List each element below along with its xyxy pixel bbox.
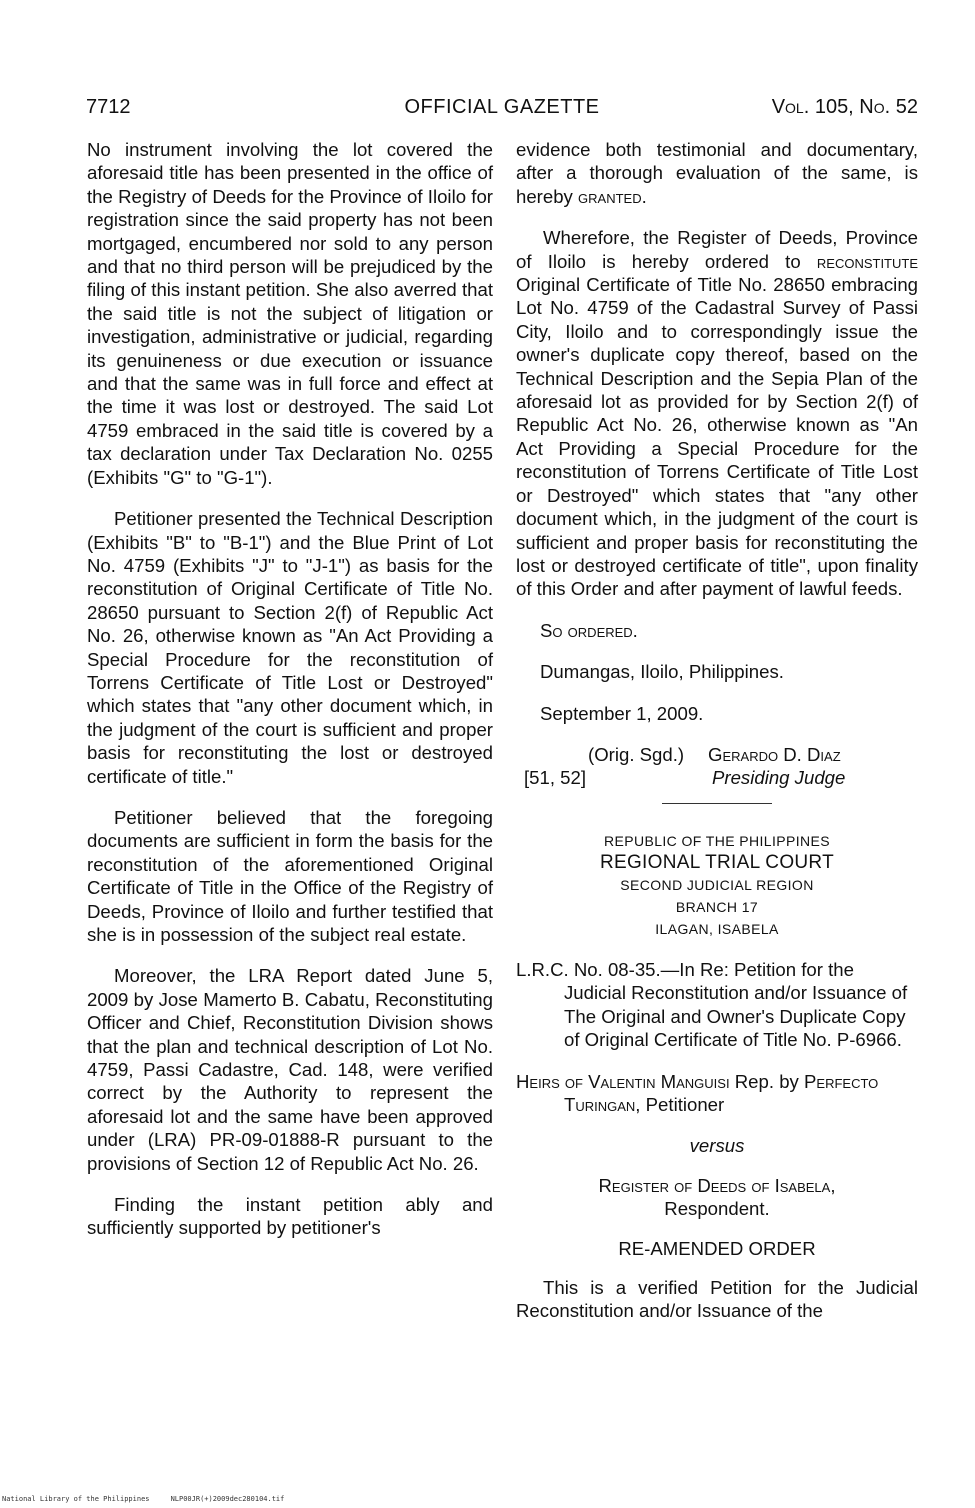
signature-block [516, 743, 918, 789]
order-title: RE-AMENDED ORDER [618, 1237, 816, 1259]
wherefore-paragraph [516, 226, 918, 601]
court-region: SECOND JUDICIAL REGION [620, 876, 814, 893]
court-name: REGIONAL TRIAL COURT [599, 851, 835, 873]
reconstitute-word: reconstitute [816, 250, 919, 272]
left-paragraph-4: Moreover, the LRA Report dated June 5, 2009 by Jose Mamerto B. Cabatu, Reconstituting Officer and Chief, Reconstitution Division shows that the plan and technical description of Lot No. 4759, Passi Cadastre, Cad. 148, were verified correct by the Authority to represent the aforesaid lot and the same have been approved under (LRA) PR-09-01888-R pursuant to the provisions of Section 12 of Republic Act No. 26. [87, 965, 493, 1174]
court-branch: BRANCH 17 [675, 898, 759, 915]
case-caption: L.R.C. No. 08-35.—In Re: Petition for the Judicial Reconstitution and/or Issuance of The Original and Owner's Duplicate Copy of Original Certificate of Title No. P-6966. [516, 958, 908, 1051]
left-paragraph-3: Petitioner believed that the foregoing documents are sufficient in form the basis for the reconstitution of the aforementioned Original Certificate of Title in the Office of the Registry of Deeds, Province of Iloilo and further testified that she is in possession of the subject real estate. [87, 806, 493, 945]
petitioner-label: Petitioner [645, 1093, 725, 1115]
left-paragraph-1: No instrument involving the lot covered the aforesaid title has been presented in the office of the Registry of Deeds for the Province of Iloilo for registration since the said property has not been mortgaged, encumbered nor sold to any person and that no third person will be prejudiced by the filing of this instant petition. She also averred that the said title is not the subject of litigation or investigation, administrative or judicial, regarding its genuineness or due execution or issuance and that the same was in full force and effect at the time it was lost or destroyed. The said Lot 4759 embraced in the said title is covered by a tax declaration under Tax Declaration No. 0255 (Exhibits "G" to "G-1"). [87, 139, 493, 488]
signature-orig: (Orig. Sgd.) [588, 743, 685, 765]
scan-footer: National Library of the Philippines NLP00JR(+)2009dec280104.tif [2, 1495, 285, 1503]
representative-name: Perfecto Turingan, [564, 1070, 879, 1115]
left-column [87, 138, 493, 1258]
place-line: Dumangas, Iloilo, Philippines. [540, 661, 784, 683]
petitioner-parties [516, 1070, 918, 1117]
heirs-name: Heirs of Valentin Manguisi [516, 1070, 730, 1092]
respondent-label: Respondent. [664, 1198, 770, 1220]
order-first-paragraph: This is a verified Petition for the Judicial Reconstitution and/or Issuance of the [516, 1277, 918, 1322]
granted-word: granted. [578, 185, 647, 207]
right-column [516, 138, 918, 1341]
right-paragraph-1-text: evidence both testimonial and documentary, after a thorough evaluation of the same, is hereby [516, 139, 918, 207]
court-republic: REPUBLIC OF THE PHILIPPINES [603, 832, 831, 849]
page-number: 7712 [86, 96, 131, 118]
left-paragraph-2: Petitioner presented the Technical Description (Exhibits "B" to "B-1") and the Blue Print of Lot No. 4759 (Exhibits "J" to "J-1") as basis for the reconstitution of Original Certificate of Title No. 28650 pursuant to Section 2(f) of Republic Act No. 26, otherwise known as "An Act Providing a Special Procedure for the reconstitution of Torrens Certificate of Title Lost or Destroyed" which states that "any other document which, in the judgment of the court is sufficient and proper basis for reconstituting the lost or destroyed certificate of title." [87, 508, 493, 787]
publication-title: OFFICIAL GAZETTE [404, 96, 600, 118]
respondent-name: Register of Deeds of Isabela, [598, 1174, 836, 1196]
wherefore-text-a: Wherefore, the Register of Deeds, Province of Iloilo is hereby ordered to [516, 227, 918, 272]
versus-label: versus [689, 1135, 745, 1157]
right-paragraph-1 [516, 138, 918, 208]
respondent-block [516, 1174, 918, 1221]
volume-number: Vol. 105, No. 52 [771, 96, 918, 118]
left-paragraph-5: Finding the instant petition ably and sufficiently supported by petitioner's [87, 1194, 493, 1239]
judge-title: Presiding Judge [712, 766, 846, 788]
date-line: September 1, 2009. [540, 702, 704, 724]
wherefore-text-b: Original Certificate of Title No. 28650 embracing Lot No. 4759 of the Cadastral Survey of Passi City, Iloilo and to correspondingly issue the owner's duplicate copy thereof, based on the Technical Description and the Sepia Plan of the aforesaid lot as provided for by Section 2(f) of Republic Act No. 26, otherwise known as "An Act Providing a Special Procedure for the reconstitution of Torrens Certificate of Title Lost or Destroyed" which states that "any other document which, in the judgment of the court is sufficient and proper basis for reconstituting the lost or destroyed certificate of title", upon finality of this Order and after payment of lawful feeds. [516, 274, 918, 600]
so-ordered: So ordered. [540, 619, 638, 641]
court-heading [516, 830, 918, 940]
court-location: ILAGAN, ISABELA [655, 920, 779, 937]
issue-reference: [51, 52] [524, 766, 587, 788]
judge-name: Gerardo D. Diaz [708, 743, 841, 765]
rep-by: Rep. by [734, 1070, 799, 1092]
section-divider [662, 803, 772, 804]
page-header [86, 95, 918, 123]
